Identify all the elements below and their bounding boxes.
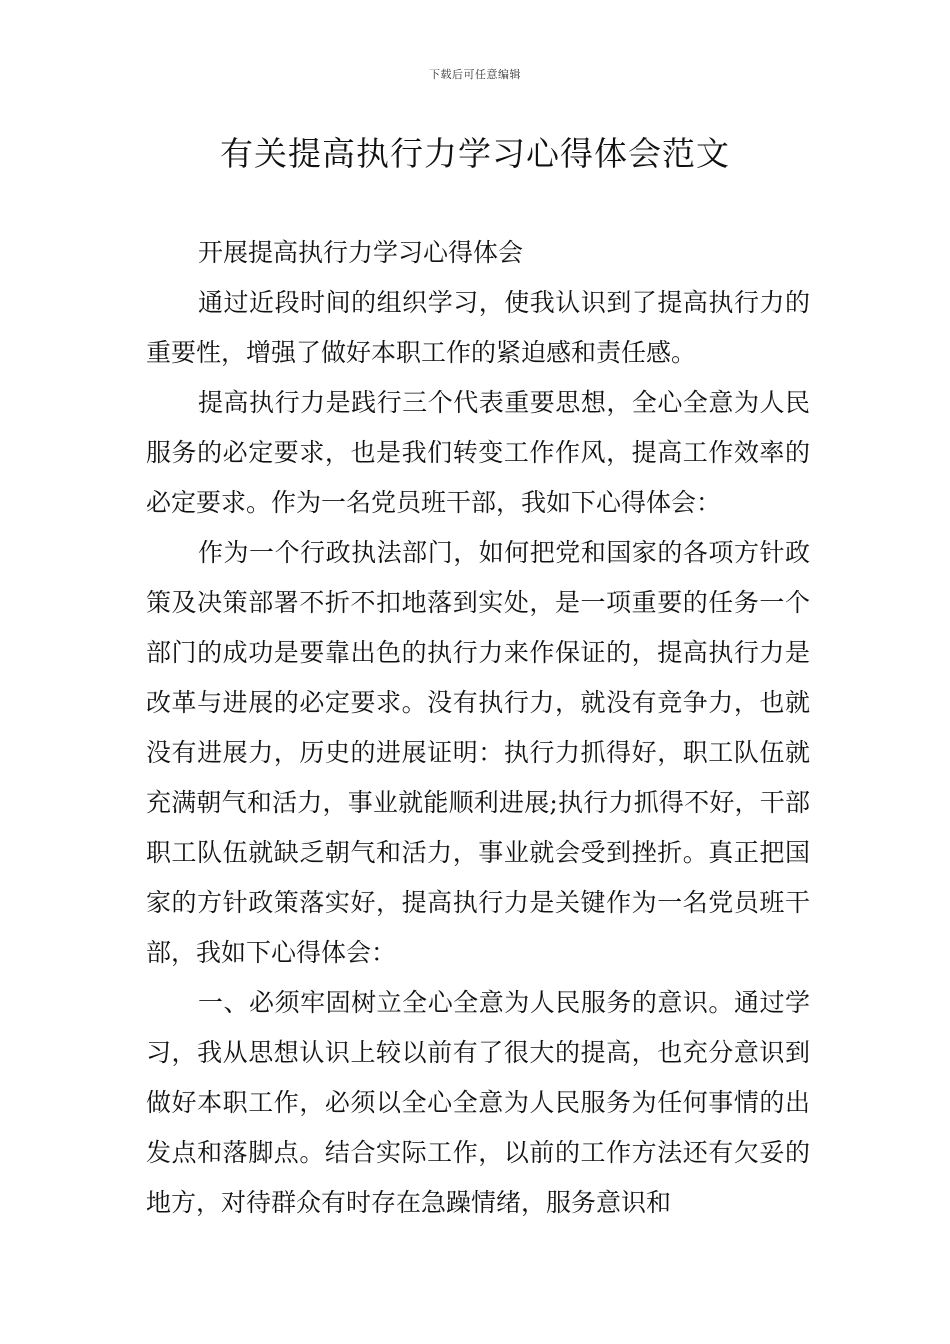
paragraph: 一、必须牢固树立全心全意为人民服务的意识。通过学习，我从思想认识上较以前有了很大的提高，也充分意识到做好本职工作，必须以全心全意为人民服务为任何事情的出发点和落脚点。结合实际工作，以前的工作方法还有欠妥的地方，对待群众有时存在急躁情绪，服务意识和 [146, 988, 810, 1217]
paragraph: 通过近段时间的组织学习，使我认识到了提高执行力的重要性，增强了做好本职工作的紧迫感和责任感。 [146, 288, 810, 367]
paragraph: 提高执行力是践行三个代表重要思想，全心全意为人民服务的必定要求，也是我们转变工作作风，提高工作效率的必定要求。作为一名党员班干部，我如下心得体会： [146, 388, 810, 517]
document-body [146, 228, 810, 1228]
paragraph-subtitle: 开展提高执行力学习心得体会 [198, 238, 524, 267]
header-note: 下载后可任意编辑 [429, 68, 521, 81]
document-title: 有关提高执行力学习心得体会范文 [220, 134, 730, 173]
paragraph: 作为一个行政执法部门，如何把党和国家的各项方针政策及决策部署不折不扣地落到实处，是一项重要的任务一个部门的成功是要靠出色的执行力来作保证的，提高执行力是改革与进展的必定要求。没有执行力，就没有竞争力，也就没有进展力，历史的进展证明：执行力抓得好，职工队伍就充满朝气和活力，事业就能顺利进展;执行力抓得不好，干部职工队伍就缺乏朝气和活力，事业就会受到挫折。真正把国家的方针政策落实好，提高执行力是关键作为一名党员班干部，我如下心得体会： [146, 538, 810, 967]
